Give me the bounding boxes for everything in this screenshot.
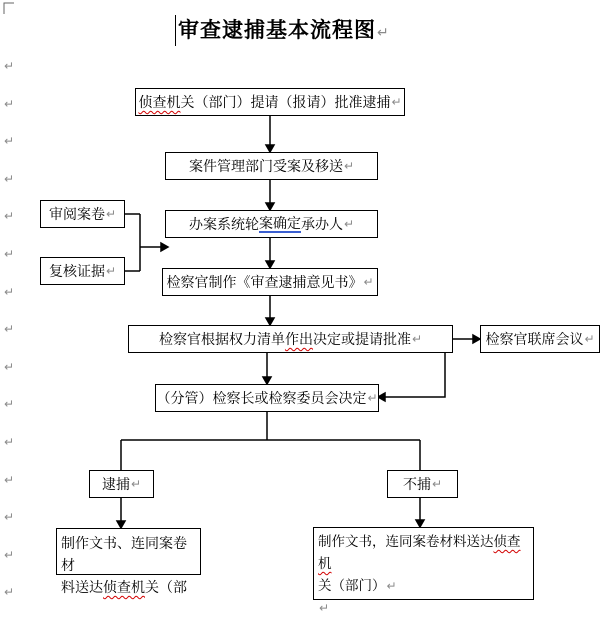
paragraph-mark: ↵ <box>4 359 15 374</box>
box-text: 检察官联席会议 <box>485 331 584 347</box>
box-text: 检察官根据权力清单 <box>158 331 285 347</box>
flow-box-joint-meeting[interactable] <box>480 325 600 353</box>
flow-box-arrest[interactable] <box>89 470 154 498</box>
paragraph-mark: ↵ <box>343 159 355 173</box>
paragraph-mark: ↵ <box>105 264 117 278</box>
paragraph-mark: ↵ <box>4 96 15 111</box>
paragraph-mark: ↵ <box>4 171 15 186</box>
paragraph-mark: ↵ <box>4 547 15 562</box>
flow-box-deliver-no-arrest-docs[interactable] <box>313 527 534 615</box>
flow-box-no-arrest[interactable] <box>387 470 458 498</box>
paragraph-mark: ↵ <box>130 477 142 491</box>
paragraph-mark: ↵ <box>367 391 378 405</box>
arrow-box1-to-box2 <box>266 116 274 152</box>
arrow-box5-to-box6 <box>263 353 271 384</box>
box-text: 不捕 <box>402 476 431 492</box>
flow-box-verify-evidence[interactable] <box>40 257 125 285</box>
paragraph-mark: ↵ <box>4 510 15 525</box>
paragraph-mark: ↵ <box>105 207 117 221</box>
paragraph-mark: ↵ <box>391 95 402 109</box>
flow-box-opinion-letter[interactable] <box>162 268 378 296</box>
paragraph-mark: ↵ <box>4 435 15 449</box>
paragraph-mark: ↵ <box>4 585 15 600</box>
box-text: 逮捕 <box>101 476 130 492</box>
arrow-box2-to-box3 <box>266 180 274 210</box>
paragraph-mark: ↵ <box>4 209 15 224</box>
paragraph-mark: ↵ <box>4 134 15 149</box>
flow-box-case-assignment[interactable]: 办案系统轮 案确定 承办人 ↵ <box>165 210 378 238</box>
paragraph-mark: ↵ <box>4 322 15 337</box>
bracket-left-boxes-to-flow <box>125 214 168 271</box>
paragraph-mark: ↵ <box>377 24 390 40</box>
flow-box-case-management[interactable] <box>165 152 378 180</box>
paragraph-mark: ↵ <box>319 601 330 615</box>
paragraph-mark: ↵ <box>411 332 423 346</box>
paragraph-mark: ↵ <box>584 332 595 346</box>
box-text: 侦查机 <box>138 94 181 110</box>
title-text: 审查逮捕基本流程图 <box>178 19 376 42</box>
box-text: 办案系统轮 <box>188 216 259 232</box>
flow-box-prosecutor-decision[interactable]: 检察官根据权力清单 作出 决定或提请批准 ↵ <box>128 325 453 353</box>
flow-box-request-approval[interactable]: 侦查机 关（部门）提请（报请）批准逮捕 ↵ <box>135 88 405 116</box>
box-text-line1: 制作文书，连同案卷材料送达侦查机 <box>318 534 521 571</box>
arrow-box4-to-box5 <box>266 296 274 325</box>
arrow-box5-down-left-to-box6 <box>378 353 445 401</box>
page-title[interactable] <box>178 14 390 44</box>
paragraph-mark: ↵ <box>343 217 355 231</box>
text-boundary-corner-mark <box>4 3 14 14</box>
box-text-line3 <box>318 597 529 619</box>
box-text: 案件管理部门受案及移送 <box>188 158 343 174</box>
flow-box-deliver-arrest-docs[interactable] <box>56 528 201 595</box>
paragraph-mark: ↵ <box>4 247 15 261</box>
arrow-arrest-to-bottom-left <box>117 498 125 528</box>
arrow-box5-to-joint-meeting <box>453 335 480 343</box>
paragraph-mark: ↵ <box>4 59 15 73</box>
paragraph-mark: ↵ <box>431 477 443 491</box>
paragraph-mark: ↵ <box>4 284 15 299</box>
box-text: （分管）检察长或检察委员会决定 <box>156 390 367 406</box>
box-text-line1: 制作文书、连同案卷材 <box>61 535 187 573</box>
text-cursor <box>175 15 176 46</box>
box-text: 审阅案卷 <box>48 206 105 222</box>
paragraph-mark: ↵ <box>4 472 15 487</box>
flow-box-review-file[interactable] <box>40 200 125 228</box>
paragraph-mark: ↵ <box>4 397 15 412</box>
arrow-no-arrest-to-bottom-right <box>416 498 424 527</box>
box-text-line2: 关（部门）↵ <box>318 578 397 593</box>
flow-box-chief-decision[interactable] <box>155 384 379 412</box>
box-text-line2: 料送达侦查机关（部 <box>61 579 187 595</box>
paragraph-mark: ↵ <box>363 275 374 289</box>
split-box6-to-branches <box>121 412 420 470</box>
paragraph-mark: ↵ <box>386 579 397 593</box>
box-text: 复核证据 <box>48 263 105 279</box>
box-text: 检察官制作《审查逮捕意见书》 <box>166 274 363 290</box>
arrow-box3-to-box4 <box>266 238 274 268</box>
